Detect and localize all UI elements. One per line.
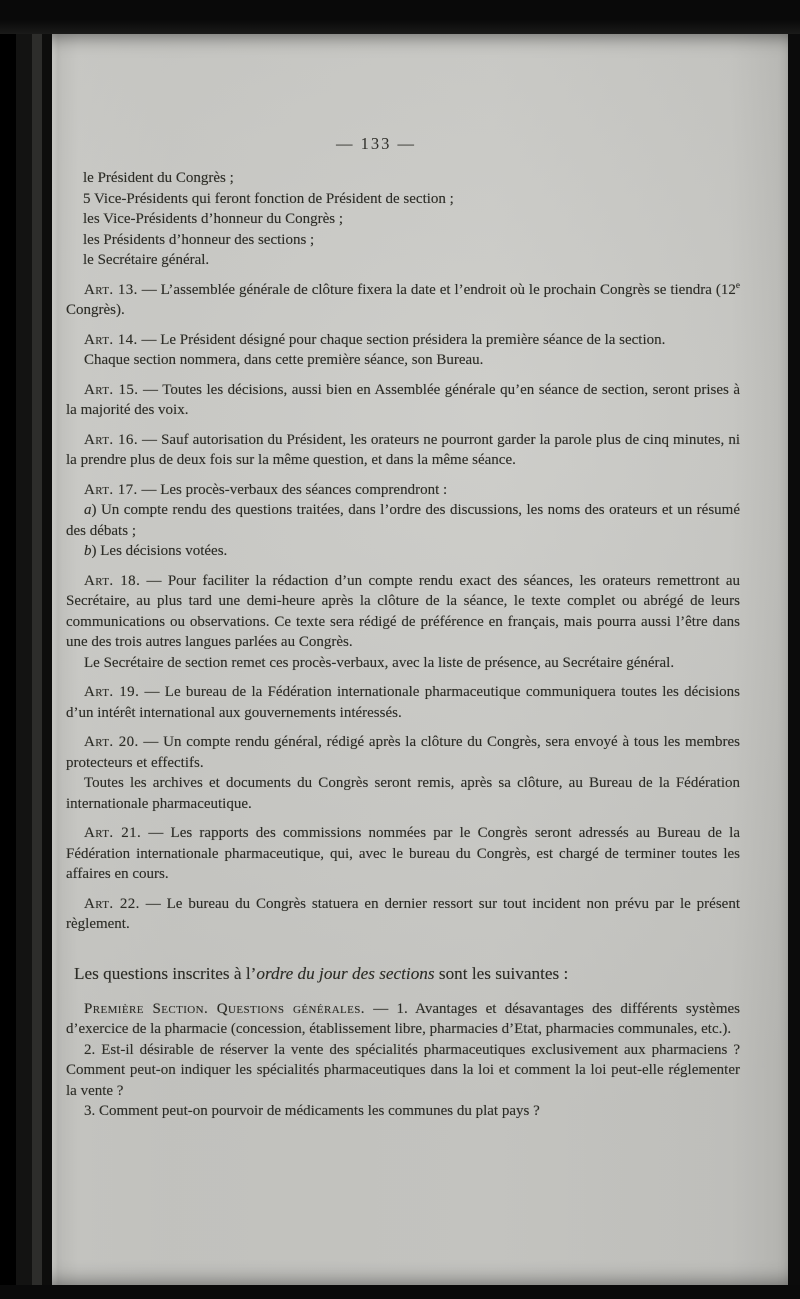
paragraph-art: Art. 22. — Le bureau du Congrès statuera en dernier ressort sur tout incident non prévu par le présent règlement. [66,895,740,932]
scan-bottom-shadow [0,1285,800,1299]
scan-top-shadow [0,0,800,34]
paragraph-lead: Les questions inscrites à l’ordre du jour des sections sont les suivantes : [74,963,569,983]
paragraph-para: Le Secrétaire de section remet ces procès-verbaux, avec la liste de présence, au Secrétaire général. [84,654,675,671]
paragraph-art: Art. 19. — Le bureau de la Fédération internationale pharmaceutique communiquera toutes les décisions d’un intérêt international aux gouvernements intéressés. [66,684,740,721]
paragraph-list: les Vice-Présidents d’honneur du Congrès ; [83,211,344,227]
paragraph-list: le Secrétaire général. [83,252,210,268]
paragraph-art: Art. 13. — L’assemblée générale de clôture fixera la date et l’endroit où le prochain Congrès se tiendra (12e Congrès). [66,280,740,318]
paragraph-art: Art. 20. — Un compte rendu général, rédigé après la clôture du Congrès, sera envoyé à tous les membres protecteurs et effectifs. [66,734,740,771]
book-binding [0,0,56,1299]
paragraph-list: les Présidents d’honneur des sections ; [83,231,315,248]
paragraph-para: Chaque section nommera, dans cette première séance, son Bureau. [84,352,484,368]
page-content [66,168,740,1122]
paragraph-art: Art. 16. — Sauf autorisation du Président, les orateurs ne pourront garder la parole plus de cinq minutes, ni la prendre plus de deux fois sur la même question, et dans la même séance. [66,431,740,468]
paragraph-list: le Président du Congrès ; [83,170,234,186]
paragraph-para: b) Les décisions votées. [84,543,228,559]
scanned-page [52,34,788,1285]
paragraph-art: Art. 21. — Les rapports des commissions nommées par le Congrès seront adressés au Bureau de la Fédération internationale pharmaceutique, qui, avec le bureau du Congrès, est chargé de terminer toutes les affaires en cours. [66,825,740,882]
page-number: — 133 — [336,134,416,153]
paragraph-art: Art. 15. — Toutes les décisions, aussi bien en Assemblée générale qu’en séance de section, seront prises à la majorité des voix. [66,381,740,418]
paragraph-para: 2. Est-il désirable de réserver la vente des spécialités pharmaceutiques exclusivement aux pharmaciens ? Comment peut-on indiquer les spécialités pharmaceutiques dans la loi et comment la loi peut-elle réglementer la vente ? [66,1041,740,1099]
paragraph-para: 3. Comment peut-on pourvoir de médicaments les communes du plat pays ? [84,1103,540,1119]
paragraph-art: Art. 17. — Les procès-verbaux des séances comprendront : [84,481,448,498]
paragraph-section: Première Section. Questions générales. — 1. Avantages et désavantages des différents systèmes d’exercice de la pharmacie (concession, établissement libre, pharmacies d’Etat, pharmacies communales, etc.). [66,1000,741,1037]
paragraph-list: 5 Vice-Présidents qui feront fonction de Président de section ; [83,190,454,207]
paragraph-para: Toutes les archives et documents du Congrès seront remis, après sa clôture, au Bureau de la Fédération internationale pharmaceutique. [66,775,740,812]
paragraph-art: Art. 18. — Pour faciliter la rédaction d’un compte rendu exact des séances, les orateurs remettront au Secrétaire, au plus tard une demi-heure après la clôture de la séance, le texte complet ou abrégé de leurs communications ou observations. Ce texte sera rédigé de préférence en français, mais pourra aussi l’être dans une des trois autres langues parlées au Congrès. [66,572,740,650]
paragraph-art: Art. 14. — Le Président désigné pour chaque section présidera la première séance de la section. [84,331,666,348]
paragraph-para: a) Un compte rendu des questions traitées, dans l’ordre des discussions, les noms des orateurs et un résumé des débats ; [66,502,740,539]
